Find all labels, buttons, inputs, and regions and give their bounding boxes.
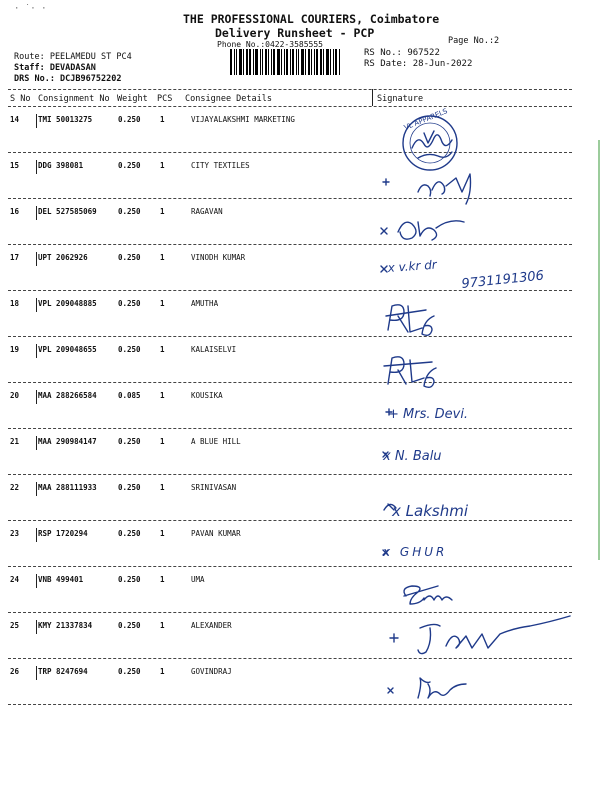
row-sno: 24 — [10, 575, 20, 584]
col-signature: Signature — [377, 94, 424, 104]
stamp-text: VL APPARELS — [402, 107, 449, 132]
row-weight: 0.250 — [118, 483, 141, 492]
row-weight: 0.250 — [118, 299, 141, 308]
row-pcs: 1 — [160, 391, 165, 400]
row-consignee: VIJAYALAKSHMI MARKETING — [191, 115, 295, 124]
row-consignment: MAA 288266584 — [38, 391, 97, 400]
staff: Staff: DEVADASAN — [14, 63, 96, 73]
row-weight: 0.085 — [118, 391, 141, 400]
rs-number: RS No.: 967522 — [364, 48, 440, 58]
row20-signature-text: + Mrs. Devi. — [388, 407, 469, 422]
route: Route: PEELAMEDU ST PC4 — [14, 52, 132, 62]
row-sno: 19 — [10, 345, 20, 354]
row-weight: 0.250 — [118, 253, 141, 262]
row-consignee: RAGAVAN — [191, 207, 223, 216]
row-pcs: 1 — [160, 437, 165, 446]
row-pcs: 1 — [160, 621, 165, 630]
row-consignee: KALAISELVI — [191, 345, 237, 354]
row-sno: 18 — [10, 299, 20, 308]
row-consignee: PAVAN KUMAR — [191, 529, 241, 538]
row-pcs: 1 — [160, 575, 165, 584]
drs-number: DRS No.: DCJB96752202 — [14, 74, 122, 84]
phone-number: Phone No.:0422-3585555 — [217, 40, 323, 49]
row-sno: 21 — [10, 437, 20, 446]
row-weight: 0.250 — [118, 115, 141, 124]
row-sno: 20 — [10, 391, 20, 400]
row-sno: 25 — [10, 621, 20, 630]
row21-signature-text: x N. Balu — [383, 449, 442, 464]
scan-speckles: · ˙· · — [14, 4, 47, 14]
row-consignee: CITY TEXTILES — [191, 161, 250, 170]
row-pcs: 1 — [160, 345, 165, 354]
row-pcs: 1 — [160, 667, 165, 676]
row17-phone: 9731191306 — [460, 268, 545, 292]
col-sno: S No — [10, 94, 31, 104]
row-sno: 26 — [10, 667, 20, 676]
row-consignment: KMY 21337834 — [38, 621, 93, 630]
row-consignment: TRP 8247694 — [38, 667, 88, 676]
row-weight: 0.250 — [118, 437, 141, 446]
rs-date: RS Date: 28-Jun-2022 — [364, 59, 473, 69]
row-consignment: VPL 209048655 — [38, 345, 97, 354]
row-weight: 0.250 — [118, 575, 141, 584]
row-pcs: 1 — [160, 115, 165, 124]
row-weight: 0.250 — [118, 207, 141, 216]
row-sno: 16 — [10, 207, 20, 216]
row-pcs: 1 — [160, 299, 165, 308]
row-weight: 0.250 — [118, 667, 141, 676]
col-pcs: PCS — [157, 94, 173, 104]
row-pcs: 1 — [160, 253, 165, 262]
row-weight: 0.250 — [118, 161, 141, 170]
row-sno: 22 — [10, 483, 20, 492]
row-consignment: VNB 499401 — [38, 575, 84, 584]
row-weight: 0.250 — [118, 529, 141, 538]
company-title: THE PROFESSIONAL COURIERS, Coimbatore — [183, 12, 440, 26]
row-pcs: 1 — [160, 161, 165, 170]
row-consignee: UMA — [191, 575, 205, 584]
row-consignee: ALEXANDER — [191, 621, 232, 630]
row-consignment: VPL 209048885 — [38, 299, 97, 308]
row-pcs: 1 — [160, 529, 165, 538]
row-consignee: A BLUE HILL — [191, 437, 241, 446]
row-consignment: TMI 50013275 — [38, 115, 93, 124]
row-consignment: MAA 288111933 — [38, 483, 97, 492]
row-weight: 0.250 — [118, 345, 141, 354]
row-consignment: UPT 2062926 — [38, 253, 88, 262]
col-consignment: Consignment No — [38, 94, 110, 104]
row-consignee: AMUTHA — [191, 299, 219, 308]
col-consignee: Consignee Details — [185, 94, 272, 104]
row-consignee: SRINIVASAN — [191, 483, 237, 492]
row17-signature-text: x v.kr dr — [387, 257, 438, 275]
row23-signature-text: x GHUR — [383, 545, 448, 559]
row-consignee: KOUSIKA — [191, 391, 223, 400]
row-consignment: DDG 398081 — [38, 161, 84, 170]
row-consignment: DEL 527585069 — [38, 207, 97, 216]
row-sno: 17 — [10, 253, 20, 262]
row-consignee: GOVINDRAJ — [191, 667, 232, 676]
row-pcs: 1 — [160, 483, 165, 492]
document-subtitle: Delivery Runsheet - PCP — [215, 26, 375, 40]
row-consignment: RSP 1720294 — [38, 529, 88, 538]
row-consignment: MAA 290984147 — [38, 437, 97, 446]
row-sno: 23 — [10, 529, 20, 538]
col-weight: Weight — [117, 94, 148, 104]
row-sno: 14 — [10, 115, 20, 124]
row-pcs: 1 — [160, 207, 165, 216]
row-consignee: VINODH KUMAR — [191, 253, 246, 262]
row22-signature-text: x Lakshmi — [392, 502, 468, 520]
row-sno: 15 — [10, 161, 20, 170]
row-weight: 0.250 — [118, 621, 141, 630]
page-number: Page No.:2 — [448, 36, 500, 46]
